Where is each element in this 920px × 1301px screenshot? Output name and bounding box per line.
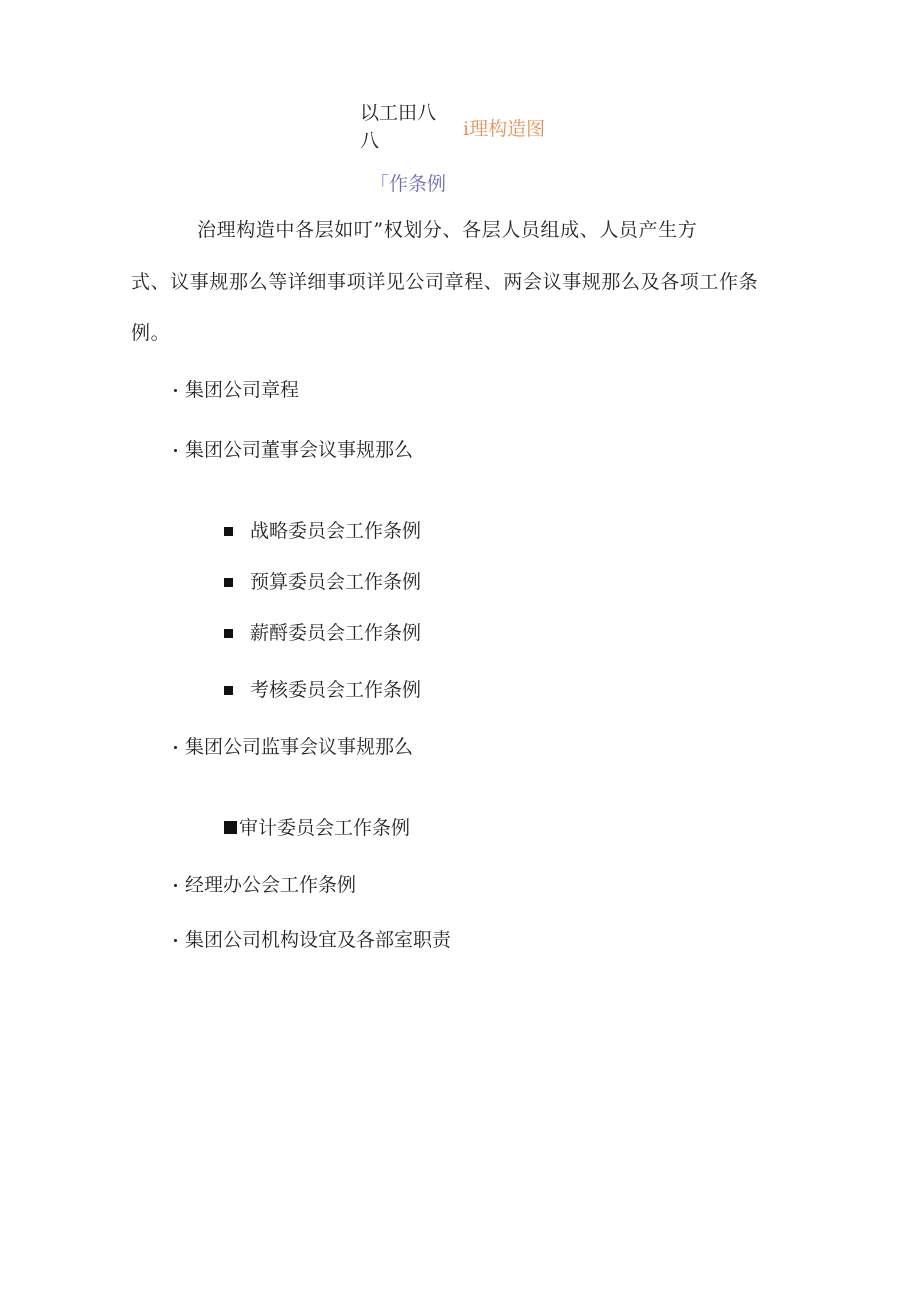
bullet-dot-icon — [174, 884, 177, 887]
sublist-item-label: 战略委员会工作条例 — [250, 520, 422, 542]
list-item-board-rules — [174, 438, 413, 462]
square-bullet-icon — [224, 686, 233, 695]
bullet-dot-icon — [174, 939, 177, 942]
sublist-item-strategy — [224, 519, 421, 543]
sublist-item-label: 审计委员会工作条例 — [239, 817, 411, 839]
square-bullet-icon — [224, 629, 233, 638]
sublist-item-assessment — [224, 678, 421, 702]
square-bullet-icon — [224, 527, 233, 536]
intro-line-3: 例。 — [131, 322, 171, 344]
list-item-supervisory-rules — [174, 735, 413, 759]
list-item-label: 经理办公会工作条例 — [185, 874, 357, 896]
list-item-charter — [174, 378, 299, 402]
list-item-org-structure — [174, 928, 451, 952]
list-item-label: 集团公司机构设宜及各部室职责 — [185, 929, 452, 951]
square-bullet-icon — [224, 821, 237, 834]
intro-line-2: 式、议事规那么等详细事项详见公司章程、两会议事规那么及各项工作条 — [131, 271, 759, 293]
square-bullet-icon — [224, 578, 233, 587]
bullet-dot-icon — [174, 389, 177, 392]
structure-diagram-title: i理构造图 — [463, 118, 546, 140]
bullet-dot-icon — [174, 746, 177, 749]
header-line-1: 以工田八 — [360, 102, 437, 124]
list-item-label: 集团公司监事会议事规那么 — [185, 736, 414, 758]
sublist-item-label: 预算委员会工作条例 — [250, 571, 422, 593]
sublist-item-label: 薪酹委员会工作条例 — [250, 622, 422, 644]
bullet-dot-icon — [174, 449, 177, 452]
sublist-item-budget — [224, 570, 421, 594]
sublist-item-audit — [224, 816, 410, 840]
work-regulations-subtitle: 「作条例 — [370, 173, 447, 195]
list-item-label: 集团公司章程 — [185, 379, 300, 401]
list-item-label: 集团公司董事会议事规那么 — [185, 439, 414, 461]
header-line-2: 八 — [360, 130, 380, 152]
intro-line-1: 治理构造中各层如叮”权划分、各层人员组成、人员产生方 — [197, 219, 698, 241]
sublist-item-compensation — [224, 621, 421, 645]
sublist-item-label: 考核委员会工作条例 — [250, 679, 422, 701]
list-item-manager-office — [174, 873, 356, 897]
